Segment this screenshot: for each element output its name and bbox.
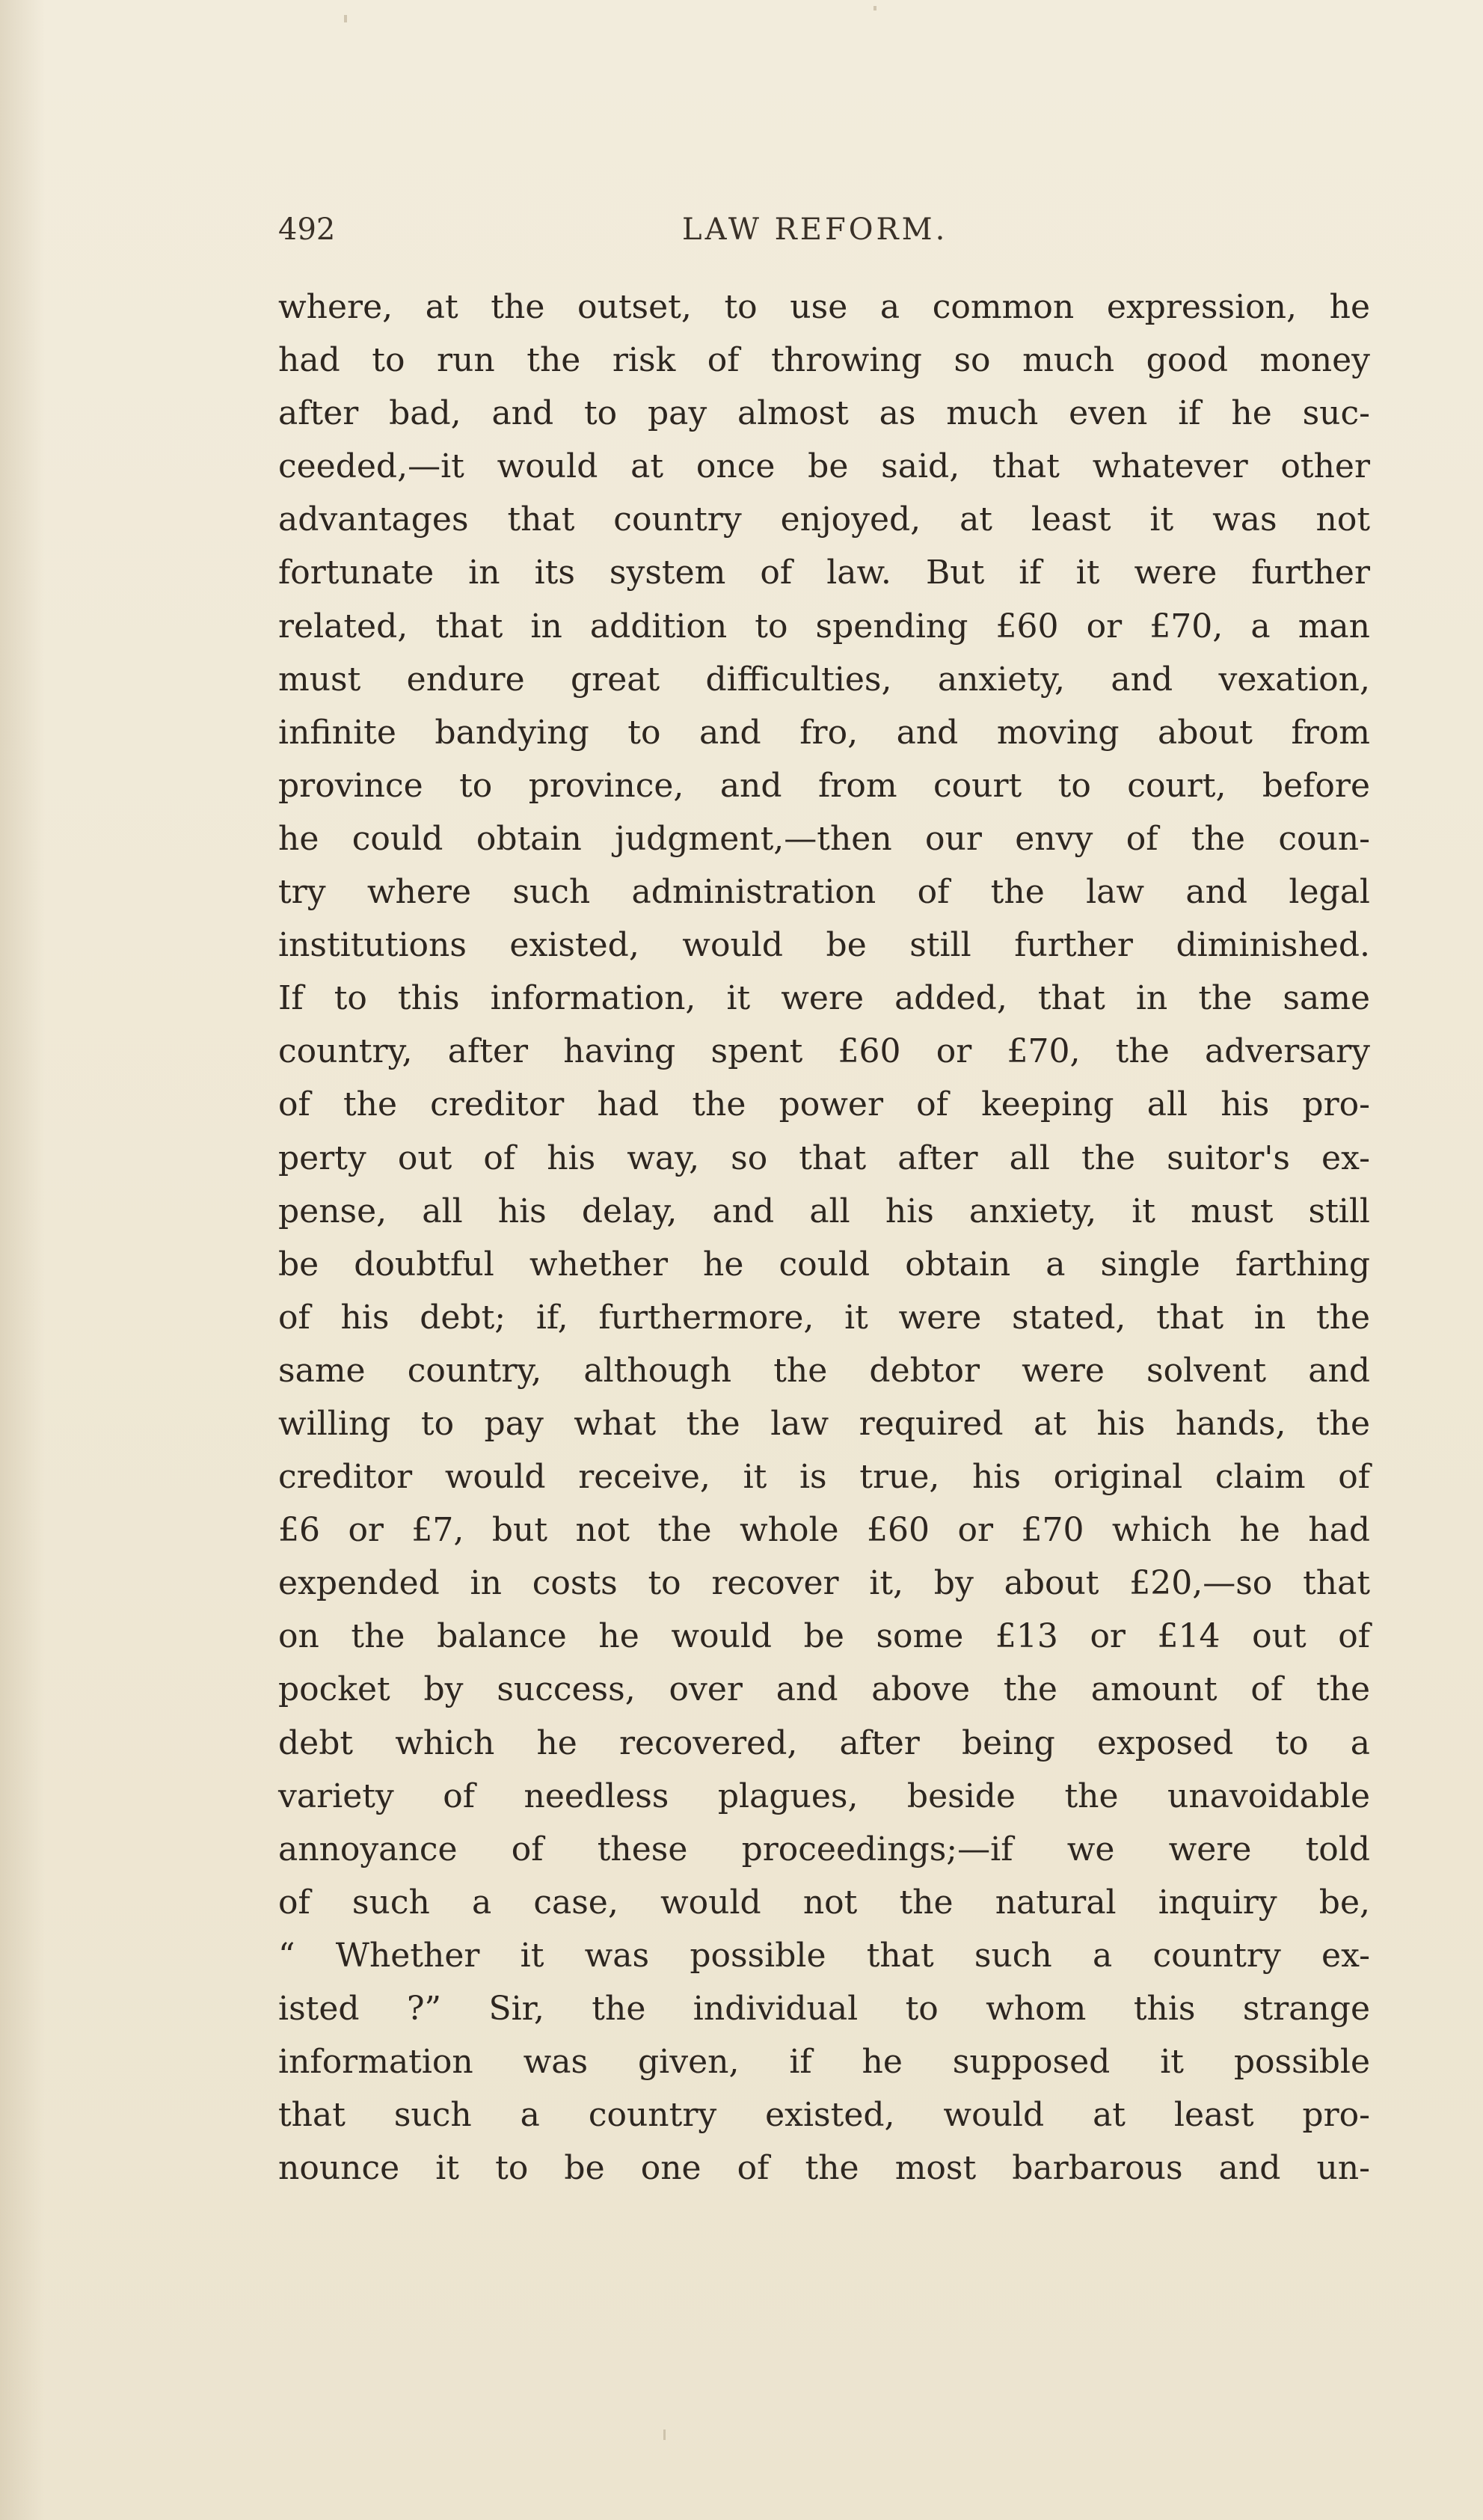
paper-speck: [344, 15, 347, 22]
text-line: he could obtain judgment,—then our envy of the coun-: [278, 819, 1370, 858]
text-line: pocket by success, over and above the amount of the: [278, 1670, 1370, 1709]
text-line: pense, all his delay, and all his anxiety, it must still: [278, 1192, 1370, 1230]
text-line: on the balance he would be some £13 or £14 out of: [278, 1617, 1370, 1656]
text-line: of such a case, would not the natural inquiry be,: [278, 1883, 1370, 1922]
text-line: country, after having spent £60 or £70, the adversary: [278, 1032, 1370, 1071]
text-line: province to province, and from court to court, before: [278, 766, 1370, 805]
text-line: must endure great difficulties, anxiety, and vexation,: [278, 660, 1370, 699]
text-line: £6 or £7, but not the whole £60 or £70 which he had: [278, 1511, 1370, 1550]
text-line: had to run the risk of throwing so much good money: [278, 341, 1370, 380]
paper-speck: [663, 2429, 666, 2440]
text-line: where, at the outset, to use a common expression, he: [278, 288, 1370, 326]
text-line: same country, although the debtor were solvent and: [278, 1351, 1370, 1390]
text-line: perty out of his way, so that after all the suitor's ex-: [278, 1138, 1370, 1177]
text-line: that such a country existed, would at least pro-: [278, 2096, 1370, 2135]
text-line: try where such administration of the law and legal: [278, 873, 1370, 912]
text-line: expended in costs to recover it, by about £20,—so that: [278, 1564, 1370, 1603]
text-line: annoyance of these proceedings;—if we were told: [278, 1830, 1370, 1868]
text-line: fortunate in its system of law. But if it were further: [278, 554, 1370, 592]
text-line: after bad, and to pay almost as much even if he suc-: [278, 394, 1370, 433]
text-line: variety of needless plagues, beside the unavoidable: [278, 1776, 1370, 1815]
page-header: [278, 211, 1370, 263]
text-line: information was given, if he supposed it possible: [278, 2043, 1370, 2082]
paper-speck: [873, 6, 876, 10]
text-line: If to this information, it were added, that in the same: [278, 979, 1370, 1018]
text-line: nounce it to be one of the most barbarous and un-: [278, 2149, 1370, 2188]
text-line: institutions existed, would be still further diminished.: [278, 926, 1370, 965]
text-line: advantages that country enjoyed, at least it was not: [278, 500, 1370, 539]
text-line: of the creditor had the power of keeping all his pro-: [278, 1085, 1370, 1124]
running-title: LAW REFORM.: [682, 212, 948, 247]
page-number: 492: [278, 212, 336, 247]
text-line: infinite bandying to and fro, and moving about from: [278, 713, 1370, 752]
text-line: debt which he recovered, after being exposed to a: [278, 1723, 1370, 1762]
text-line: isted ?” Sir, the individual to whom this strange: [278, 1990, 1370, 2028]
text-line: willing to pay what the law required at his hands, the: [278, 1404, 1370, 1443]
text-line: of his debt; if, furthermore, it were stated, that in the: [278, 1298, 1370, 1337]
text-line: ceeded,—it would at once be said, that whatever other: [278, 447, 1370, 486]
text-line: related, that in addition to spending £60 or £70, a man: [278, 607, 1370, 646]
text-line: be doubtful whether he could obtain a single farthing: [278, 1245, 1370, 1284]
text-line: creditor would receive, it is true, his original claim of: [278, 1458, 1370, 1497]
text-line: “ Whether it was possible that such a country ex-: [278, 1936, 1370, 1975]
body-text: [278, 280, 1370, 2195]
